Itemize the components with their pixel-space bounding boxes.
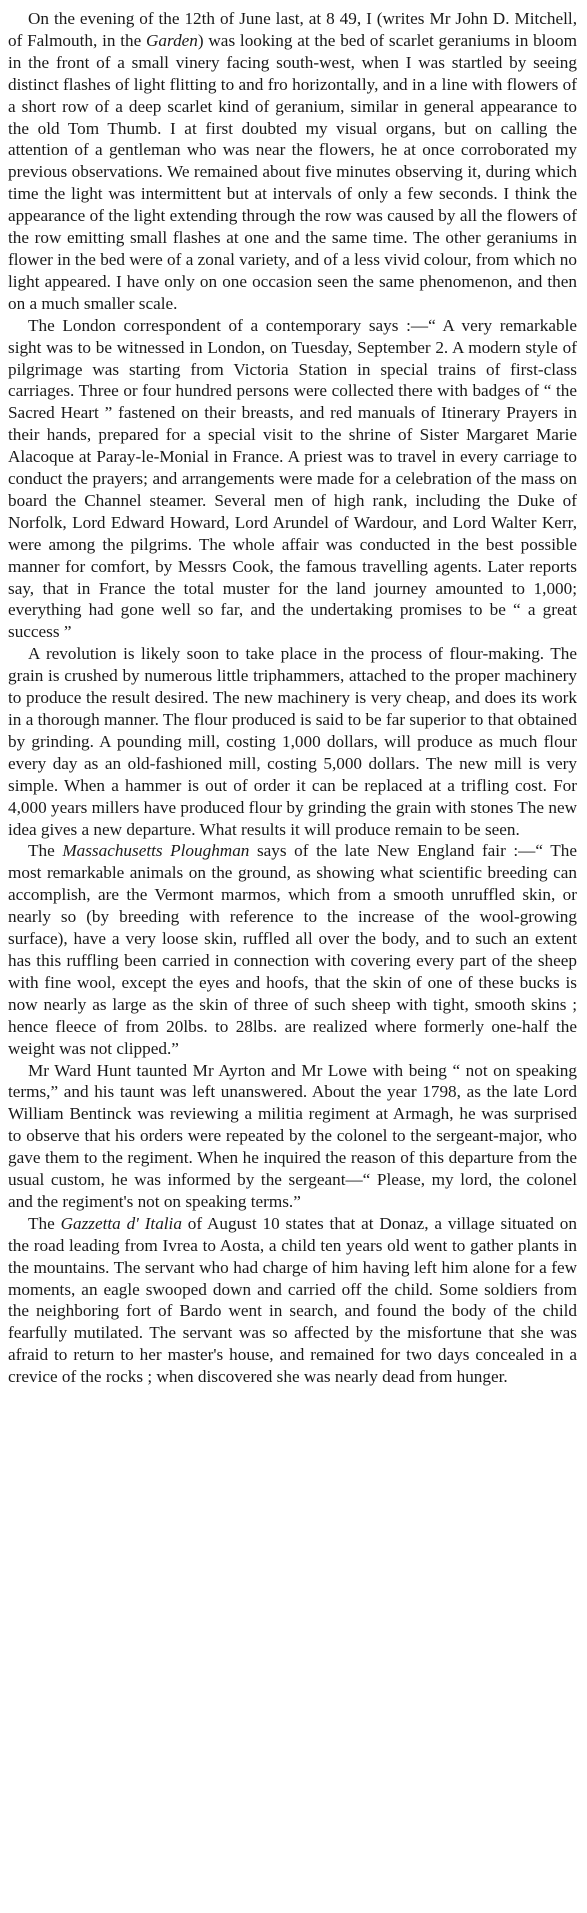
text-segment: On the evening of the 12th of June last, at 8 49, I (writes Mr John D. Mitchell, of Falmouth, in the <box>8 9 577 50</box>
text-segment: The London correspondent of a contemporary says :—“ A very remarkable sight was to be witnessed in London, on Tuesday, September 2. A modern style of pilgrimage was starting from Victoria Station in special trains of first-class carriages. Three or four hundred persons were collected there with badges of “ the Sacred Heart ” fastened on their breasts, and red manuals of Itinerary Prayers in their hands, prepared for a special visit to the shrine of Sister Margaret Marie Alacoque at Paray-le-Monial in France. A priest was to travel in every carriage to conduct the prayers; and arrangements were made for a celebration of the mass on board the Channel steamer. Several men of high rank, including the Duke of Norfolk, Lord Edward Howard, Lord Arundel of Wardour, and Lord Walter Kerr, were among the pilgrims. The whole affair was conducted in the best possible manner for comfort, by Messrs Cook, the famous travelling agents. Later reports say, that in France the total muster for the land journey amounted to 1,000; everything had gone well so far, and the undertaking promises to be “ a great success ” <box>8 315 577 642</box>
paragraph-glowing-geraniums <box>8 8 577 315</box>
text-segment: says of the late New England fair :—“ The most remarkable animals on the ground, as showing what scientific breeding can accomplish, are the Vermont marmos, which from a smooth unruffled skin, or nearly so (by breeding with reference to the increase of the wool-growing surface), have a very loose skin, ruffled all over the body, and to such an extent has this ruffling been carried in connection with covering every part of the sheep with fine wool, except the eyes and hoofs, that the skin of one of these bucks is now nearly as large as the skin of three of such sheep with tight, smooth skins ; hence fleece of from 20lbs. to 28lbs. are realized where formerly one-half the weight was not clipped.” <box>8 841 577 1058</box>
italic-title-garden: Garden <box>146 30 198 50</box>
text-segment: The <box>28 841 63 861</box>
paragraph-speaking-terms <box>8 1060 577 1213</box>
italic-title-ploughman: Massachusetts Ploughman <box>62 841 250 861</box>
italic-title-gazzetta: Gazzetta d' Italia <box>60 1213 182 1233</box>
text-segment: Mr Ward Hunt taunted Mr Ayrton and Mr Lowe with being “ not on speaking terms,” and his taunt was left unanswered. About the year 1798, as the late Lord William Bentinck was reviewing a militia regiment at Armagh, he was surprised to observe that his orders were repeated by the colonel to the sergeant-major, who gave them to the regiment. When he inquired the reason of this departure from the usual custom, he was informed by the sergeant—“ Please, my lord, the colonel and the regiment's not on speaking terms.” <box>8 1060 577 1211</box>
paragraph-flour-making <box>8 643 577 840</box>
text-segment: ) was looking at the bed of scarlet geraniums in bloom in the front of a small vinery facing south-west, when I was startled by seeing distinct flashes of light flitting to and fro horizontally, and in a line with flowers of a short row of a deep scarlet kind of geranium, similar in general appearance to the old Tom Thumb. I at first doubted my visual organs, but on calling the attention of a gentleman who was near the flowers, he at once corroborated my previous observations. We remained about five minutes observing it, during which time the light was intermittent but at intervals of only a few seconds. I think the appearance of the light extending through the row was caused by all the flowers of the row emitting small flashes at one and the same time. The other geraniums in flower in the bed were of a zonal variety, and of a less vivid colour, from which no light appeared. I have only on one occasion seen the same phenomenon, and then on a much smaller scale. <box>8 30 577 313</box>
text-segment: The <box>28 1213 61 1233</box>
paragraph-vermont-sheep <box>8 840 577 1059</box>
text-segment: of August 10 states that at Donaz, a village situated on the road leading from Ivrea to Aosta, a child ten years old went to gather plants in the mountains. The servant who had charge of him having left him alone for a few moments, an eagle swooped down and carried off the child. Some soldiers from the neighboring fort of Bardo went in search, and found the body of the child fearfully mutilated. The servant was so affected by the misfortune that she was afraid to return to her master's house, and remained for two days concealed in a crevice of the rocks ; when discovered she was nearly dead from hunger. <box>8 1213 577 1387</box>
paragraph-eagle <box>8 1213 577 1388</box>
text-segment: A revolution is likely soon to take place in the process of flour-making. The grain is crushed by numerous little triphammers, attached to the proper machinery to produce the result desired. The new machinery is very cheap, and does its work in a thorough manner. The flour produced is said to be far superior to that obtained by grinding. A pounding mill, costing 1,000 dollars, will produce as much flour every day as an old-fashioned mill, costing 5,000 dollars. The new mill is very simple. When a hammer is out of order it can be replaced at a trifling cost. For 4,000 years millers have produced flour by grinding the grain with stones The new idea gives a new departure. What results it will produce remain to be seen. <box>8 644 577 839</box>
paragraph-pilgrimage <box>8 315 577 644</box>
